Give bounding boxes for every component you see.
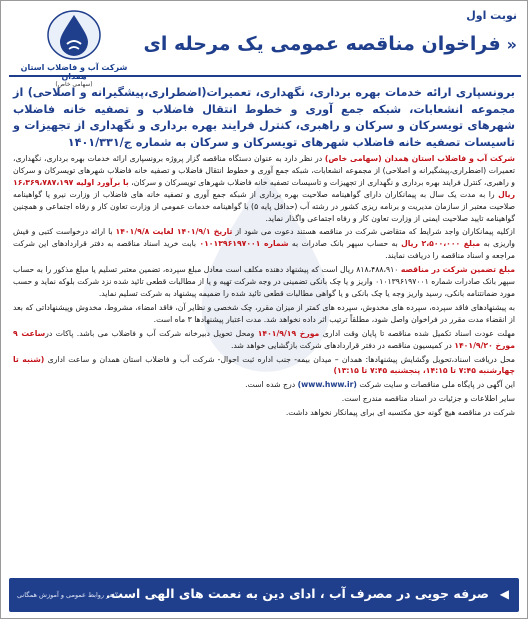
deadline-text-b: ومحل تحویل دبیرخانه شرکت آب و فاضلاب می باشد. پاکات در [45,328,258,338]
header [1,1,528,88]
documents-text-c: به حساب سپهر بانک صادرات به [288,239,402,249]
guarantee-lead: مبلغ تضمین شرکت در مناقصه [400,265,515,275]
turn-label: نوبت اول [466,9,517,22]
tender-subject: برونسپاری ارائه خدمات بهره برداری، نگهداری، تعمیرات(اضطراری،پیشگیرانه و اصلاحی) از مجموعه انشعابات، شبکه جمع آوری و خطوط انتقال فاضلاب و تصفیه خانه فاضلاب شهرهای تویسرکان و سرکان و راهبری، کنترل فرایند بهره برداری و نگهداری از تجهیزات و تاسیسات تصفیه خانه فاضلاب شهرهای تویسرکان و سرکان به شماره ج/۱۴۰۱/۳۳۱ [13,86,515,149]
account-highlight: شماره ۰۱۰۱۳۹۶۱۹۷۰۰۱ [199,239,289,249]
fee-highlight: مبلغ ۲،۵۰۰،۰۰۰ ریال [401,239,481,249]
intro-text-b: را به مدت یک سال به پیمانکاران دارای گواهینامه صلاحیت بهره برداری از شبکه جمع آوری و تصفیه خانه های فاضلاب از وزارت نیرو یا گواهینامه صلاحیت معتبر از سازمان مدیریت و برنامه ریزی کشور در رشته آب (حداقل پایه ۵) با گواهینامه خدمات عمومی از وزارت تعاون کار و رفاه اجتماعی و همچنین گواهینامه تایید صلاحیت ایمنی از وزارت تعاون کار و رفاه اجتماعی واگذار نماید. [13,189,515,223]
dates-highlight: تاریخ ۱۴۰۱/۹/۱ لغایت ۱۴۰۱/۹/۸ [115,227,233,237]
paragraph-guarantee [13,264,515,300]
guarantee-text: ۸۱۸،۴۸۸،۹۱۰ ریال است که پیشنهاد دهنده مکلف است معادل مبلغ سپرده، تضمین معتبر تسلیم یا مبلغ مذکور را به حساب سپهر بانک صادرات شماره ۰۱۰۱۳۹۶۱۹۷۰۰۱ واریز و یا چک بانکی تضمینی در وجه شرکت تهیه و یا از مطالبات قطعی تائید شده نزد شرکت بلوکه نماید و حسب مورد ضمانتنامه بانکی، رسید واریز وجه یا چک بانکی و یا گواهی مطالبات قطعی تائید شده را ضمیمه پیشنهاد به شرکت تسلیم نماید. [13,265,515,298]
header-divider [9,75,521,77]
website-text-b: درج شده است. [245,380,298,390]
paragraph-location [13,354,515,378]
paragraph-website [13,379,515,391]
intro-lead: شرکت آب و فاضلاب استان همدان (سهامی خاص) [324,154,515,163]
paragraph-conditions: به پیشنهادهای فاقد سپرده، سپرده های مخدوش، سپرده های کمتر از میزان مقرر، چک شخصی و نظایر آن، فاقد امضاء، مشروط، مخدوش وپیشنهاداتی که بعد از انقضاء مدت مقرر در فراخوان واصل شود، مطلقاً ترتیب اثر داده نخواهد شد. مدت اعتبار پیشنهادها ۳ ماه است. [13,302,515,324]
page-title [143,33,517,55]
footer-banner [9,578,519,612]
footer-slogan: صرفه جویی در مصرف آب ، ادای دین به نعمت های الهی است. [105,586,489,601]
tender-body [13,153,515,553]
org-name: شرکت آب و فاضلاب استان [20,63,128,72]
hours-highlight: (شنبه تا چهارشنبه ۷:۴۵ تا ۱۴:۱۵، پنجشنبه ۷:۴۵ تا ۱۳:۱۵) [13,354,515,376]
water-drop-logo-icon [45,9,103,61]
budget-highlight: با برآورد اولیه ۱۶،۳۶۹،۷۸۷،۱۹۷ ریال [13,177,515,199]
paragraph-documents [13,226,515,262]
pr-office-label: دفتر روابط عمومی و آموزش همگانی [17,591,118,599]
documents-text-d: بابت خرید اسناد مناقصه به دفتر قراردادهای این شرکت مراجعه و اسناد مناقصه را دریافت نمایند. [13,239,515,261]
documents-text-b: با ارائه درخواست کتبی و فیش واریزی به [13,227,515,249]
org-subtitle: (سهامی خاص) [55,81,93,88]
double-chevron-icon: « [506,35,517,54]
paragraph-intro [13,153,515,224]
deadline-text-a: مهلت عودت اسناد تکمیل شده مناقصه تا پایان وقت اداری [319,328,515,338]
opening-highlight: ساعت ۹ مورخ ۱۴۰۱/۹/۲۰ [13,328,515,350]
page-title-text: فراخوان مناقصه عمومی یک مرحله ای [143,33,501,55]
documents-text-a: ازکلیه پیمانکاران واجد شرایط که متقاضی شرکت در مناقصه هستند دعوت می شود از [232,227,515,237]
deadline-highlight: مورخ ۱۴۰۱/۹/۱۹ [257,328,320,338]
paragraph-deadline [13,328,515,352]
deadline-text-c: در کمیسیون مناقصه در دفتر قراردادهای شرکت بازگشایی خواهد شد. [230,340,455,350]
chevron-left-icon: ◀ [499,587,509,601]
paragraph-rights: شرکت در مناقصه هیچ گونه حق مکتسبه ای برای پیمانکار نخواهد داشت. [285,408,515,418]
intro-text-a: در نظر دارد به عنوان دستگاه مناقصه گزار پروژه برونسپاری ارائه خدمات بهره برداری، نگهداری، تعمیرات (اضطراری،پیشگیرانه و اصلاحی) از مجموعه انشعابات، شبکه جمع آوری و خطوط انتقال فاضلاب و تصفیه خانه فاضلاب شهرهای تویسرکان و سرکان و راهبری، کنترل فرایند بهره برداری و نگهداری از تجهیزات و تاسیسات تصفیه خانه فاضلاب شهرهای تویسرکان و سرکان، [13,154,515,187]
location-text: محل دریافت اسناد،تحویل وگشایش پیشنهادها: همدان – میدان بیمه- جنب اداره ثبت احوال- شرکت آب و فاضلاب استان همدان و ساعت اداری [44,354,515,364]
paragraph-details: سایر اطلاعات و جزئیات در اسناد مناقصه مندرج است. [341,394,515,404]
website-text-a: این آگهی در پایگاه ملی مناقصات و سایت شرکت [356,380,515,390]
website-link[interactable]: (www.hww.ir) [297,380,357,390]
